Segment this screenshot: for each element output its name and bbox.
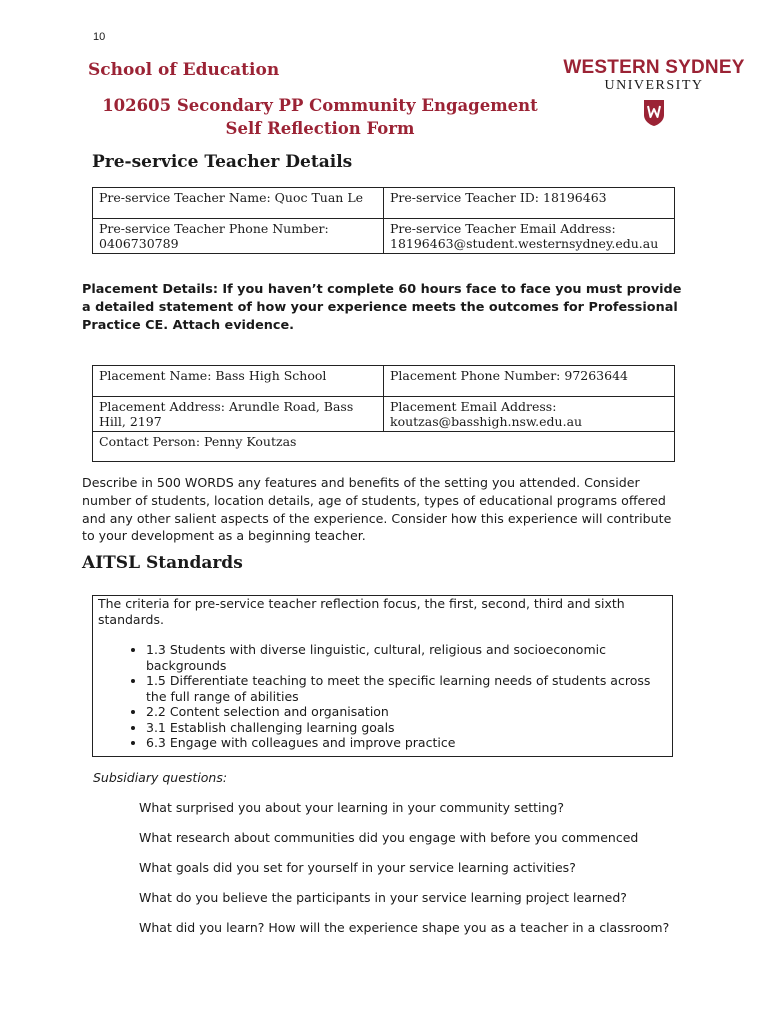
form-title-line1: 102605 Secondary PP Community Engagement xyxy=(102,96,538,115)
list-item: • 2.2 Content selection and organisation xyxy=(146,704,667,720)
aitsl-standards-list xyxy=(98,642,667,751)
placement-email-cell: Placement Email Address: koutzas@basshigh.nsw.edu.au xyxy=(384,397,675,432)
form-title-line2: Self Reflection Form xyxy=(225,119,415,138)
table-row xyxy=(93,432,675,462)
teacher-details-table xyxy=(92,187,675,254)
teacher-phone-cell: Pre-service Teacher Phone Number: 0406730789 xyxy=(93,219,384,254)
table-row xyxy=(93,366,675,397)
placement-phone-cell: Placement Phone Number: 97263644 xyxy=(384,366,675,397)
teacher-id-cell: Pre-service Teacher ID: 18196463 xyxy=(384,188,675,219)
aitsl-intro: The criteria for pre-service teacher reflection focus, the first, second, third and sixth standards. xyxy=(98,596,625,627)
placement-name-cell: Placement Name: Bass High School xyxy=(93,366,384,397)
teacher-email-cell: Pre-service Teacher Email Address: 18196463@student.westernsydney.edu.au xyxy=(384,219,675,254)
logo-subtitle: UNIVERSITY xyxy=(604,78,704,93)
placement-instructions xyxy=(82,281,682,335)
school-name: School of Education xyxy=(88,60,280,80)
describe-instructions: Describe in 500 WORDS any features and benefits of the setting you attended. Consider number of students, location details, age of students, types of educational programs offered and any other salient aspects of the experience. Consider how this experience will contribute to your development as a beginning teacher. xyxy=(82,475,672,544)
teacher-name-cell: Pre-service Teacher Name: Quoc Tuan Le xyxy=(93,188,384,219)
shield-icon xyxy=(643,99,665,127)
university-logo xyxy=(562,58,746,131)
table-row xyxy=(93,219,675,254)
subsidiary-question: What research about communities did you engage with before you commenced xyxy=(139,830,639,845)
page-number: 10 xyxy=(93,31,106,43)
list-item: • 6.3 Engage with colleagues and improve practice xyxy=(146,735,667,751)
placement-text: : If you haven’t complete 60 hours face to face you must provide a detailed statement of how your experience meets the outcomes for Professional Practice CE. Attach evidence. xyxy=(82,282,682,333)
logo-wordmark: WESTERN SYDNEY xyxy=(563,57,745,78)
placement-details-table xyxy=(92,365,675,462)
aitsl-criteria-box xyxy=(92,595,673,757)
list-item: • 3.1 Establish challenging learning goals xyxy=(146,720,667,736)
subsidiary-question: What did you learn? How will the experience shape you as a teacher in a classroom? xyxy=(139,920,670,935)
placement-label: Placement Details xyxy=(82,282,213,297)
subsidiary-questions-title: Subsidiary questions: xyxy=(93,770,228,785)
teacher-details-heading: Pre-service Teacher Details xyxy=(92,152,353,172)
placement-address-cell: Placement Address: Arundle Road, Bass Hill, 2197 xyxy=(93,397,384,432)
table-row xyxy=(93,188,675,219)
subsidiary-question: What do you believe the participants in your service learning project learned? xyxy=(139,890,627,905)
subsidiary-question: What goals did you set for yourself in your service learning activities? xyxy=(139,860,576,875)
contact-person-cell: Contact Person: Penny Koutzas xyxy=(93,432,675,462)
subsidiary-question: What surprised you about your learning in your community setting? xyxy=(139,800,564,815)
aitsl-heading: AITSL Standards xyxy=(82,553,243,573)
list-item: • 1.3 Students with diverse linguistic, cultural, religious and socioeconomic backgrounds xyxy=(146,642,667,673)
table-row xyxy=(93,397,675,432)
list-item: • 1.5 Differentiate teaching to meet the specific learning needs of students across the full range of abilities xyxy=(146,673,667,704)
